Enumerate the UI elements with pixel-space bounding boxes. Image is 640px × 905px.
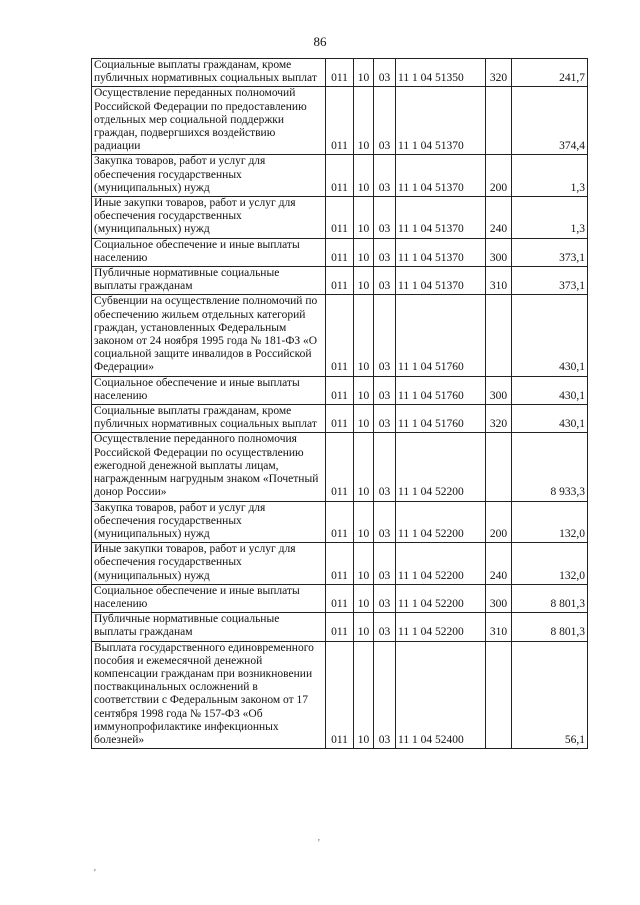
row-target-article: 11 1 04 51370 bbox=[396, 197, 486, 239]
scan-mark: ' bbox=[318, 838, 320, 849]
row-org-code: 011 bbox=[326, 295, 354, 376]
row-subsection-code: 03 bbox=[374, 267, 396, 295]
row-name: Социальное обеспечение и иные выплаты населению bbox=[92, 584, 326, 612]
table-row bbox=[92, 197, 588, 239]
row-target-article: 11 1 04 52200 bbox=[396, 584, 486, 612]
row-section-code: 10 bbox=[354, 376, 374, 404]
row-amount: 430,1 bbox=[512, 295, 588, 376]
row-name: Публичные нормативные социальные выплаты гражданам bbox=[92, 267, 326, 295]
row-org-code: 011 bbox=[326, 376, 354, 404]
row-amount: 1,3 bbox=[512, 155, 588, 197]
row-org-code: 011 bbox=[326, 267, 354, 295]
row-expense-type: 300 bbox=[486, 584, 512, 612]
row-org-code: 011 bbox=[326, 584, 354, 612]
row-org-code: 011 bbox=[326, 59, 354, 87]
table-row bbox=[92, 543, 588, 585]
row-subsection-code: 03 bbox=[374, 87, 396, 155]
row-name: Выплата государственного единовременного пособия и ежемесячной денежной компенсации гражданам при возникновении поствакцинальных осложнений в соответствии с Федеральным законом от 17 сентября 1998 года № 157-ФЗ «Об иммунопрофилактике инфекционных болезней» bbox=[92, 641, 326, 749]
row-subsection-code: 03 bbox=[374, 197, 396, 239]
row-amount: 8 801,3 bbox=[512, 584, 588, 612]
row-name: Социальное обеспечение и иные выплаты населению bbox=[92, 238, 326, 266]
row-org-code: 011 bbox=[326, 238, 354, 266]
row-org-code: 011 bbox=[326, 501, 354, 543]
row-section-code: 10 bbox=[354, 543, 374, 585]
row-org-code: 011 bbox=[326, 543, 354, 585]
row-expense-type: 240 bbox=[486, 543, 512, 585]
row-amount: 132,0 bbox=[512, 501, 588, 543]
table-row bbox=[92, 59, 588, 87]
row-section-code: 10 bbox=[354, 613, 374, 641]
row-target-article: 11 1 04 51370 bbox=[396, 238, 486, 266]
row-section-code: 10 bbox=[354, 433, 374, 501]
row-amount: 8 801,3 bbox=[512, 613, 588, 641]
row-amount: 430,1 bbox=[512, 405, 588, 433]
row-amount: 56,1 bbox=[512, 641, 588, 749]
row-name: Закупка товаров, работ и услуг для обеспечения государственных (муниципальных) нужд bbox=[92, 501, 326, 543]
row-subsection-code: 03 bbox=[374, 59, 396, 87]
row-target-article: 11 1 04 51760 bbox=[396, 376, 486, 404]
row-org-code: 011 bbox=[326, 197, 354, 239]
row-section-code: 10 bbox=[354, 59, 374, 87]
row-amount: 373,1 bbox=[512, 238, 588, 266]
row-subsection-code: 03 bbox=[374, 501, 396, 543]
row-name: Социальные выплаты гражданам, кроме публичных нормативных социальных выплат bbox=[92, 59, 326, 87]
row-section-code: 10 bbox=[354, 238, 374, 266]
row-name: Осуществление переданного полномочия Российской Федерации по осуществлению ежегодной денежной выплаты лицам, награжденным нагрудным знаком «Почетный донор России» bbox=[92, 433, 326, 501]
row-org-code: 011 bbox=[326, 87, 354, 155]
row-section-code: 10 bbox=[354, 87, 374, 155]
table-row bbox=[92, 87, 588, 155]
row-target-article: 11 1 04 51370 bbox=[396, 87, 486, 155]
table-row bbox=[92, 433, 588, 501]
row-expense-type bbox=[486, 87, 512, 155]
row-subsection-code: 03 bbox=[374, 613, 396, 641]
row-amount: 8 933,3 bbox=[512, 433, 588, 501]
row-expense-type bbox=[486, 295, 512, 376]
row-section-code: 10 bbox=[354, 641, 374, 749]
page-number: 86 bbox=[313, 34, 327, 49]
row-section-code: 10 bbox=[354, 295, 374, 376]
row-target-article: 11 1 04 51370 bbox=[396, 267, 486, 295]
row-expense-type: 300 bbox=[486, 238, 512, 266]
table-row bbox=[92, 613, 588, 641]
row-target-article: 11 1 04 51760 bbox=[396, 405, 486, 433]
row-amount: 430,1 bbox=[512, 376, 588, 404]
table-row bbox=[92, 295, 588, 376]
row-org-code: 011 bbox=[326, 155, 354, 197]
row-section-code: 10 bbox=[354, 405, 374, 433]
scan-mark: ' bbox=[94, 868, 96, 879]
row-name: Осуществление переданных полномочий Российской Федерации по предоставлению отдельных мер социальной поддержки граждан, подвергшихся воздействию радиации bbox=[92, 87, 326, 155]
row-section-code: 10 bbox=[354, 501, 374, 543]
row-org-code: 011 bbox=[326, 405, 354, 433]
table-row bbox=[92, 641, 588, 749]
table-row bbox=[92, 238, 588, 266]
row-name: Публичные нормативные социальные выплаты гражданам bbox=[92, 613, 326, 641]
row-subsection-code: 03 bbox=[374, 155, 396, 197]
row-amount: 1,3 bbox=[512, 197, 588, 239]
row-section-code: 10 bbox=[354, 584, 374, 612]
row-name: Иные закупки товаров, работ и услуг для обеспечения государственных (муниципальных) нужд bbox=[92, 543, 326, 585]
row-name: Социальное обеспечение и иные выплаты населению bbox=[92, 376, 326, 404]
table-row bbox=[92, 584, 588, 612]
row-org-code: 011 bbox=[326, 433, 354, 501]
row-target-article: 11 1 04 51350 bbox=[396, 59, 486, 87]
row-expense-type: 320 bbox=[486, 59, 512, 87]
row-expense-type: 300 bbox=[486, 376, 512, 404]
row-expense-type: 310 bbox=[486, 267, 512, 295]
budget-table bbox=[91, 58, 588, 749]
table-row bbox=[92, 376, 588, 404]
table-body bbox=[92, 59, 588, 749]
row-target-article: 11 1 04 52200 bbox=[396, 613, 486, 641]
row-subsection-code: 03 bbox=[374, 641, 396, 749]
row-name: Иные закупки товаров, работ и услуг для обеспечения государственных (муниципальных) нужд bbox=[92, 197, 326, 239]
table-row bbox=[92, 405, 588, 433]
row-amount: 241,7 bbox=[512, 59, 588, 87]
row-amount: 132,0 bbox=[512, 543, 588, 585]
row-expense-type: 240 bbox=[486, 197, 512, 239]
row-subsection-code: 03 bbox=[374, 295, 396, 376]
row-expense-type: 200 bbox=[486, 155, 512, 197]
table-row bbox=[92, 501, 588, 543]
row-name: Социальные выплаты гражданам, кроме публичных нормативных социальных выплат bbox=[92, 405, 326, 433]
row-section-code: 10 bbox=[354, 197, 374, 239]
row-target-article: 11 1 04 52200 bbox=[396, 543, 486, 585]
row-expense-type: 320 bbox=[486, 405, 512, 433]
row-subsection-code: 03 bbox=[374, 543, 396, 585]
row-org-code: 011 bbox=[326, 613, 354, 641]
row-target-article: 11 1 04 52200 bbox=[396, 433, 486, 501]
row-subsection-code: 03 bbox=[374, 238, 396, 266]
table-row bbox=[92, 155, 588, 197]
row-expense-type bbox=[486, 641, 512, 749]
row-expense-type bbox=[486, 433, 512, 501]
row-expense-type: 310 bbox=[486, 613, 512, 641]
table-row bbox=[92, 267, 588, 295]
row-target-article: 11 1 04 52400 bbox=[396, 641, 486, 749]
row-subsection-code: 03 bbox=[374, 584, 396, 612]
row-subsection-code: 03 bbox=[374, 433, 396, 501]
row-target-article: 11 1 04 51370 bbox=[396, 155, 486, 197]
row-expense-type: 200 bbox=[486, 501, 512, 543]
row-name: Закупка товаров, работ и услуг для обеспечения государственных (муниципальных) нужд bbox=[92, 155, 326, 197]
row-org-code: 011 bbox=[326, 641, 354, 749]
row-target-article: 11 1 04 51760 bbox=[396, 295, 486, 376]
row-subsection-code: 03 bbox=[374, 405, 396, 433]
row-section-code: 10 bbox=[354, 155, 374, 197]
row-section-code: 10 bbox=[354, 267, 374, 295]
row-amount: 373,1 bbox=[512, 267, 588, 295]
row-subsection-code: 03 bbox=[374, 376, 396, 404]
row-target-article: 11 1 04 52200 bbox=[396, 501, 486, 543]
row-name: Субвенции на осуществление полномочий по обеспечению жильем отдельных категорий граждан, установленных Федеральным законом от 24 ноября 1995 года № 181-ФЗ «О социальной защите инвалидов в Российской Федерации» bbox=[92, 295, 326, 376]
row-amount: 374,4 bbox=[512, 87, 588, 155]
